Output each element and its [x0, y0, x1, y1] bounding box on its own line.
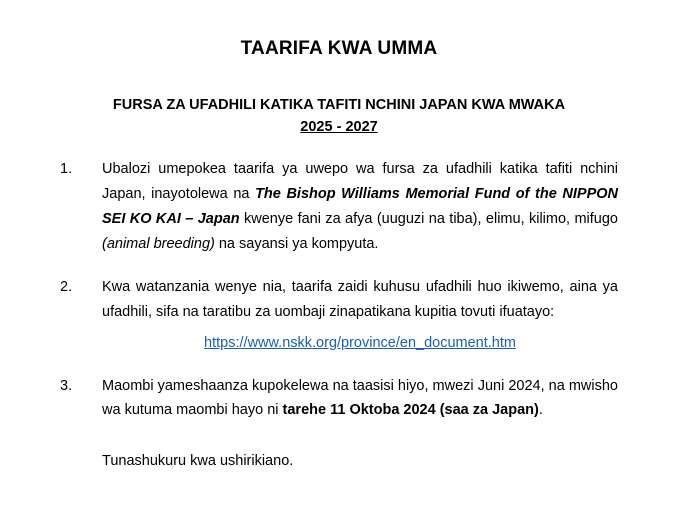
- list-item-number: 1.: [60, 160, 73, 177]
- item1-part2: kwenye fani za afya (uuguzi na tiba), elimu, kilimo, mifugo: [239, 210, 618, 227]
- subtitle-years: 2025 - 2027: [300, 119, 378, 136]
- list-item-text: [102, 275, 618, 356]
- item1-part1: Ubalozi umepokea taarifa ya uwepo wa fursa za ufadhili katika tafiti nchini Japan, inayotolewa na: [102, 160, 618, 202]
- list-item: [60, 157, 618, 257]
- list-item-number: 2.: [60, 278, 73, 295]
- item3-emphasis-deadline: tarehe 11 Oktoba 2024 (saa za Japan): [282, 402, 539, 419]
- list-item-text: [102, 374, 618, 424]
- scholarship-info-link[interactable]: https://www.nskk.org/province/en_document.htm: [204, 334, 516, 351]
- list-item-text: [102, 157, 618, 257]
- page-title: TAARIFA KWA UMMA: [240, 38, 438, 59]
- list-item-number: 3.: [60, 377, 73, 394]
- document-subtitle: [60, 94, 618, 139]
- item1-emphasis-fund: The Bishop Williams Memorial Fund of the NIPPON SEI KO KAI – Japan: [102, 185, 618, 227]
- item1-emphasis-animal-breeding: (animal breeding): [102, 235, 215, 252]
- link-container: [102, 331, 618, 356]
- closing-text: Tunashukuru kwa ushirikiano.: [102, 453, 294, 470]
- item1-part3: na sayansi ya kompyuta.: [214, 235, 379, 252]
- item3-part2: .: [538, 402, 543, 419]
- item3-part1: Maombi yameshaanza kupokelewa na taasisi hiyo, mwezi Juni 2024, na mwisho wa kutuma maombi hayo ni: [102, 377, 618, 419]
- list-item: [60, 275, 618, 356]
- subtitle-line-1: FURSA ZA UFADHILI KATIKA TAFITI NCHINI JAPAN KWA MWAKA: [112, 97, 566, 113]
- item2-text: Kwa watanzania wenye nia, taarifa zaidi kuhusu ufadhili huo ikiwemo, aina ya ufadhili, sifa na taratibu za uombaji zinapatikana kupitia tovuti ifuatayo:: [102, 278, 618, 320]
- list-item: [60, 374, 618, 424]
